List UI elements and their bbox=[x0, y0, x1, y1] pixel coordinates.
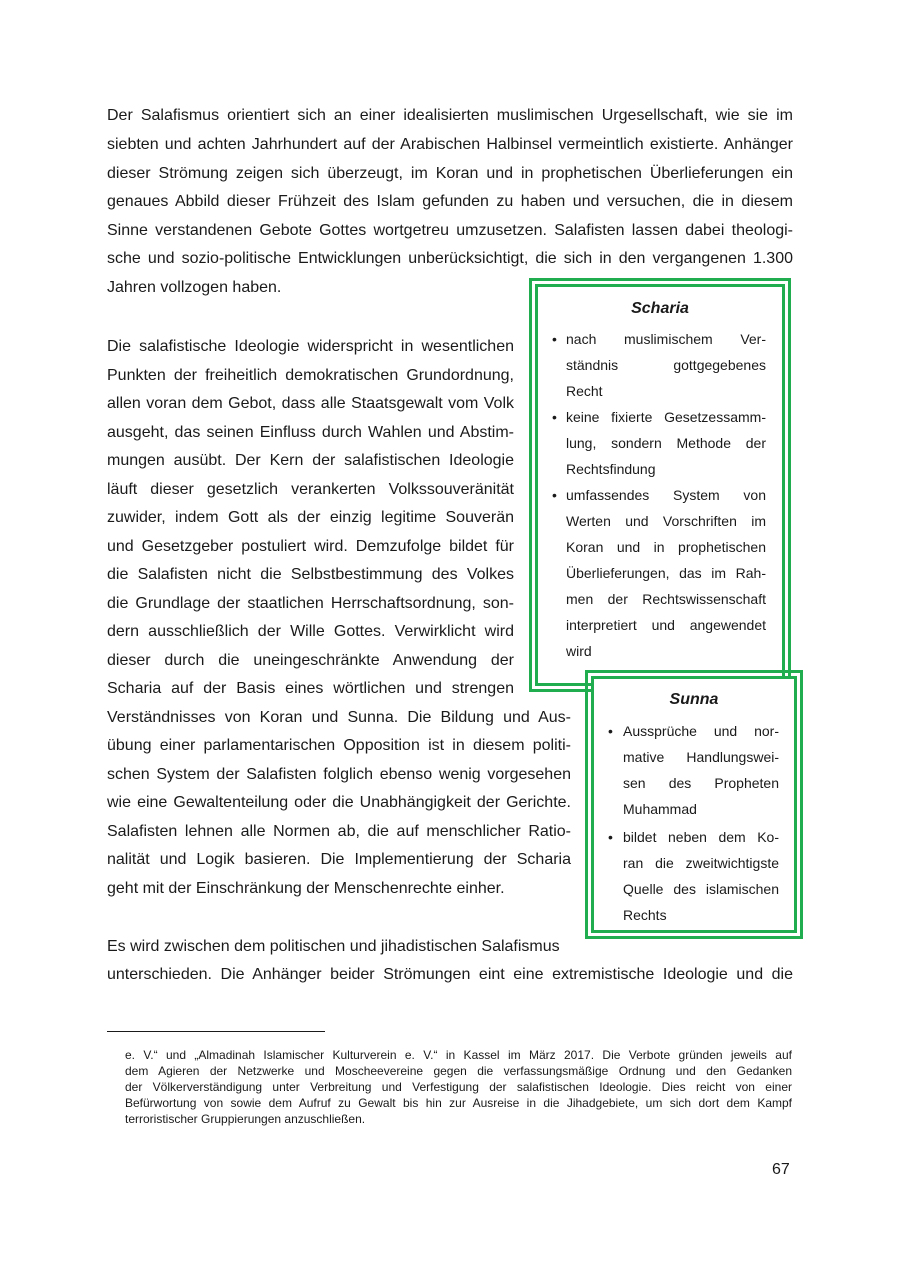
scharia-item-line: keine fixierte Gesetzessamm- bbox=[566, 409, 766, 425]
bullet-icon: • bbox=[608, 829, 613, 845]
body-line: Die salafistische Ideologie widerspricht in wesentlichen bbox=[107, 338, 514, 355]
footnote-line: terroristischer Gruppierungen anzuschließen. bbox=[125, 1112, 366, 1126]
body-line: allen voran dem Gebot, dass alle Staatsgewalt vom Volk bbox=[107, 395, 514, 412]
body-line: Scharia auf der Basis eines wörtlichen und strengen bbox=[107, 680, 514, 697]
body-line: ausgeht, das seinen Einfluss durch Wahlen und Abstim- bbox=[107, 424, 514, 441]
body-line: und Gesetzgeber postuliert wird. Demzufolge bildet für bbox=[107, 538, 514, 555]
body-line: die Salafisten nicht die Selbstbestimmung des Volkes bbox=[107, 566, 514, 583]
scharia-item-line: lung, sondern Methode der bbox=[566, 435, 766, 451]
bullet-icon: • bbox=[608, 723, 613, 739]
body-line: Verständnisses von Koran und Sunna. Die Bildung und Aus- bbox=[107, 709, 571, 726]
scharia-item-line: Koran und in prophetischen bbox=[566, 539, 766, 555]
scharia-item-line: umfassendes System von bbox=[566, 487, 766, 503]
body-line: schen System der Salafisten folglich ebenso wenig vorgesehen bbox=[107, 766, 571, 783]
footnote-line: e. V.“ und „Almadinah Islamischer Kulturverein e. V.“ in Kassel im März 2017. Die Verbote gründen jeweils auf bbox=[125, 1048, 792, 1062]
body-line: Es wird zwischen dem politischen und jihadistischen Salafismus bbox=[107, 938, 560, 955]
footnote-line: Befürwortung von sowie dem Aufruf zu Gewalt bis hin zur Ausreise in die Jihadgebiete, um sich dort dem Kampf bbox=[125, 1096, 792, 1110]
sunna-item-line: mative Handlungswei- bbox=[623, 749, 779, 765]
sunna-item-line: ran die zweitwichtigste bbox=[623, 855, 779, 871]
sunna-item-line: Muhammad bbox=[623, 801, 697, 817]
body-line: Salafisten lehnen alle Normen ab, die auf menschlicher Ratio- bbox=[107, 823, 571, 840]
scharia-item-line: Recht bbox=[566, 383, 603, 399]
body-line: Der Salafismus orientiert sich an einer idealisierten muslimischen Urgesellschaft, wie sie im bbox=[107, 107, 793, 124]
bullet-icon: • bbox=[552, 331, 557, 347]
sunna-item-line: Quelle des islamischen bbox=[623, 881, 779, 897]
scharia-item-line: nach muslimischem Ver- bbox=[566, 331, 766, 347]
sunna-item-line: bildet neben dem Ko- bbox=[623, 829, 779, 845]
scharia-box bbox=[535, 284, 785, 686]
body-line: dern ausschließlich der Wille Gottes. Verwirklicht wird bbox=[107, 623, 514, 640]
page-number: 67 bbox=[772, 1161, 790, 1178]
bullet-icon: • bbox=[552, 487, 557, 503]
scharia-item-line: ständnis gottgegebenes bbox=[566, 357, 766, 373]
footnote-line: dem Agieren der Netzwerke und Moscheevereine gegen die verfassungsmäßige Ordnung und den Gedanken bbox=[125, 1064, 792, 1078]
scharia-item-line: men der Rechtswissenschaft bbox=[566, 591, 766, 607]
body-line: übung einer parlamentarischen Opposition ist in diesem politi- bbox=[107, 737, 571, 754]
body-line: sche und sozio-politische Entwicklungen unberücksichtigt, die sich in den vergangenen 1.300 bbox=[107, 250, 793, 267]
body-line: siebten und achten Jahrhundert auf der Arabischen Halbinsel vermeintlich existierte. Anhänger bbox=[107, 136, 793, 153]
body-line: Jahren vollzogen haben. bbox=[107, 279, 282, 296]
scharia-item-line: Werten und Vorschriften im bbox=[566, 513, 766, 529]
sunna-item-line: sen des Propheten bbox=[623, 775, 779, 791]
scharia-item-line: Überlieferungen, das im Rah- bbox=[566, 565, 766, 581]
scharia-item-line: Rechtsfindung bbox=[566, 461, 656, 477]
body-line: Punkten der freiheitlich demokratischen Grundordnung, bbox=[107, 367, 514, 384]
body-line: geht mit der Einschränkung der Menschenrechte einher. bbox=[107, 880, 505, 897]
body-line: läuft dieser gesetzlich verankerten Volkssouveränität bbox=[107, 481, 514, 498]
body-line: unterschieden. Die Anhänger beider Strömungen eint eine extremistische Ideologie und die bbox=[107, 966, 793, 983]
body-line: dieser Strömung zeigen sich überzeugt, im Koran und in prophetischen Überlieferungen ein bbox=[107, 165, 793, 182]
body-line: Sinne verstandenen Gebote Gottes wortgetreu umzusetzen. Salafisten lassen dabei theologi- bbox=[107, 222, 793, 239]
bullet-icon: • bbox=[552, 409, 557, 425]
scharia-box-title: Scharia bbox=[631, 300, 689, 317]
scharia-item-line: interpretiert und angewendet bbox=[566, 617, 766, 633]
body-line: wie eine Gewaltenteilung oder die Unabhängigkeit der Gerichte. bbox=[107, 794, 571, 811]
body-line: dieser durch die uneingeschränkte Anwendung der bbox=[107, 652, 514, 669]
body-line: genaues Abbild dieser Frühzeit des Islam gefunden zu haben und versuchen, die in diesem bbox=[107, 193, 793, 210]
body-line: die Grundlage der staatlichen Herrschaftsordnung, son- bbox=[107, 595, 514, 612]
body-line: mungen ausübt. Der Kern der salafistischen Ideologie bbox=[107, 452, 514, 469]
body-line: zuwider, indem Gott als der einzig legitime Souverän bbox=[107, 509, 514, 526]
sunna-item-line: Aussprüche und nor- bbox=[623, 723, 779, 739]
body-line: nalität und Logik basieren. Die Implementierung der Scharia bbox=[107, 851, 571, 868]
scharia-item-line: wird bbox=[566, 643, 592, 659]
sunna-item-line: Rechts bbox=[623, 907, 667, 923]
sunna-box-title: Sunna bbox=[669, 691, 719, 708]
footnote-separator bbox=[107, 1031, 325, 1032]
sunna-box bbox=[591, 676, 797, 933]
footnote-line: der Völkerverständigung unter Verbreitung und Verfestigung der salafistischen Ideologie. Dies reicht von einer bbox=[125, 1080, 792, 1094]
